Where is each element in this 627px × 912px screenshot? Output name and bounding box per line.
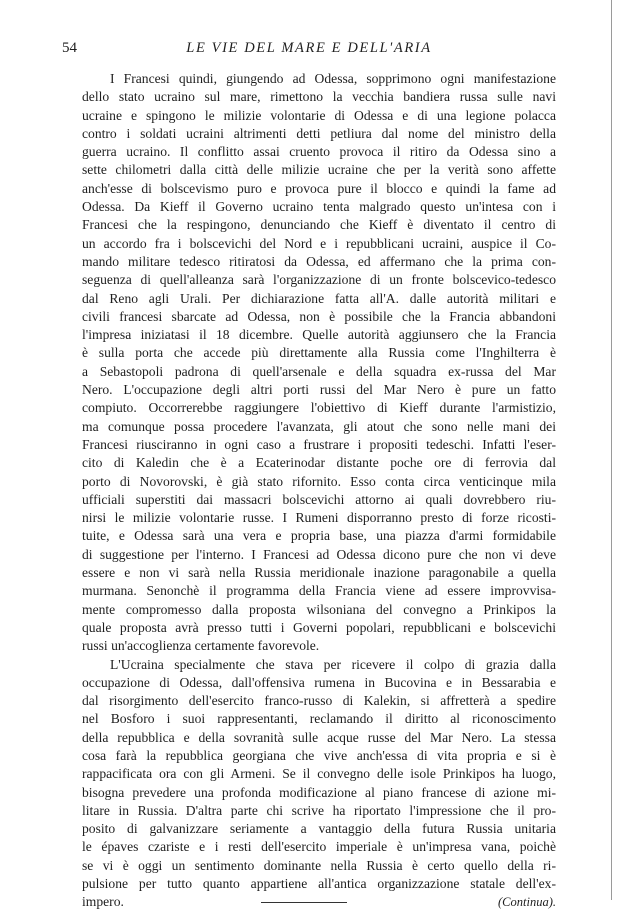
text-line: mente compromesso dalla proposta wilsoniana del convegno a Prinkipos la (82, 601, 556, 617)
body-text (82, 70, 556, 912)
text-line: sette chilometri dalla città delle milizie ucraine che per la verità sono affette (82, 162, 556, 178)
text-line: litare in Russia. D'altra parte chi scrive ha riportato l'impressione che il pro- (82, 802, 556, 818)
end-rule (261, 902, 347, 903)
text-line: dello stato ucraino sul mare, rimettono la vecchia bandiera russa sulle navi (82, 89, 556, 105)
text-line: Francesi riusciranno in ogni caso a frustrare i propositi tedeschi. Infatti l'eser- (82, 436, 556, 452)
text-line: l'impresa iniziatasi il 18 dicembre. Quelle autorità aggiunsero che la Francia (82, 327, 556, 343)
text-line: russi un'accoglienza certamente favorevole. (82, 638, 320, 654)
text-line: nirsi le milizie volontarie russe. I Rumeni disporranno presto di forze ricosti- (82, 510, 556, 526)
text-line: tuite, e Odessa sarà una vera e propria base, una piazza d'armi formidabile (82, 528, 556, 544)
text-line: un accordo fra i bolscevichi del Nord e i repubblicani ucraini, auspice il Co- (82, 235, 556, 251)
text-line: Odessa. Da Kieff il Governo ucraino tenta malgrado questo un'intesa con i (82, 199, 556, 215)
text-line: cito di Kaledin che è a Ecaterinodar distante poche ore di ferrovia dal (82, 455, 556, 471)
text-line: cosa farà la repubblica georgiana che vive anch'essa di vita propria e si è (82, 747, 556, 763)
text-line: murmana. Senonchè il programma della Francia viene ad essere improvvisa- (82, 583, 556, 599)
text-line: dal Reno agli Urali. Per dichiarazione fatta all'A. dalle autorità militari e (82, 290, 556, 306)
text-line: ufficiali superstiti dai massacri bolscevichi attorno ai quali dovrebbero riu- (82, 491, 556, 507)
text-line: ma comunque possa procedere l'avanzata, gli atout che sono nelle mani dei (82, 418, 556, 434)
text-line: posito di galvanizzare seriamente a vantaggio della futura Russia unitaria (82, 821, 556, 837)
text-line: anch'esse di bolscevismo puro e provoca pure il blocco e quindi la fame ad (82, 180, 556, 196)
text-line: L'Ucraina specialmente che stava per ricevere il colpo di grazia dalla (110, 656, 556, 672)
text-line: Nero. L'occupazione degli altri porti russi del Mar Nero è pure un fatto (82, 382, 556, 398)
page-number: 54 (62, 40, 77, 56)
text-line: guerra ucraino. Il conflitto assai cruento provoca il ritiro da Odessa sino a (82, 144, 556, 160)
continuation-note: (Continua). (498, 895, 556, 910)
text-line: della repubblica e della sovranità sulle acque russe del Mar Nero. La stessa (82, 729, 556, 745)
text-line: di suggestione per l'interno. I Francesi ad Odessa dicono pure che non vi deve (82, 546, 556, 562)
text-line: pulsione per tutto quanto appartiene all'antica organizzazione statale dell'ex- (82, 876, 556, 892)
text-line: civili francesi sbarcate ad Odessa, non è possibile che la Francia abbandoni (82, 308, 556, 324)
text-line: è sulla porta che accede più direttamente alla Russia come l'Inghilterra è (82, 345, 556, 361)
text-line: seguenza di quell'alleanza sarà l'organizzazione di un fronte bolscevico-tedesco (82, 272, 556, 288)
text-line: occupazione di Odessa, dall'offensiva rumena in Bucovina e in Bessarabia e (82, 674, 556, 690)
final-line (82, 893, 556, 911)
text-line: mando militare tedesco ritiratosi da Odessa, ed affermano che la prima con- (82, 253, 556, 269)
text-line: nel Bosforo i suoi rappresentanti, reclamando il diritto al riconoscimento (82, 711, 556, 727)
text-line: quale proposta avrà presso tutti i Governi popolari, repubblicani e bolscevichi (82, 619, 556, 635)
text-line: ucraine e spingono le milizie volontarie di Odessa e di una legione polacca (82, 107, 556, 123)
text-line: dal risorgimento dell'esercito franco-russo di Kalekin, si affretterà a spedire (82, 693, 556, 709)
text-line: le épaves czariste e i resti dell'esercito imperiale è un'impresa vana, poichè (82, 839, 556, 855)
text-line: compiuto. Occorrerebbe raggiungere l'obiettivo di Kieff durante l'armistizio, (82, 400, 556, 416)
text-line: a Sebastopoli padrona di quell'arsenale e della squadra ex-russa del Mar (82, 363, 556, 379)
running-title: LE VIE DEL MARE E DELL'ARIA (186, 40, 432, 56)
text-line: bisogna prevedere una profonda modificazione al piano francese di azione mi- (82, 784, 556, 800)
text-line: Francesi che la respingono, denunciando che Kieff è diventato il centro di (82, 217, 556, 233)
text-line: I Francesi quindi, giungendo ad Odessa, sopprimono ogni manifestazione (110, 71, 556, 86)
page-edge-rule (611, 0, 612, 900)
text-line: essere e non vi sarà nella Russia meridionale inazione paragonabile a quella (82, 565, 556, 581)
text-line: contro i soldati ucraini altrimenti detti petliura dal nome del ministro della (82, 125, 556, 141)
text-line: porto di Novorovski, è già stato rifornito. Esso conta circa venticinque mila (82, 473, 556, 489)
text-line: rappacificata ora con gli Armeni. Se il convegno delle isole Prinkipos ha luogo, (82, 766, 556, 782)
final-line-text: impero. (82, 894, 124, 910)
page-header (62, 40, 556, 62)
text-line: se vi è oggi un sentimento dominante nella Russia è certo quello della ri- (82, 857, 556, 873)
